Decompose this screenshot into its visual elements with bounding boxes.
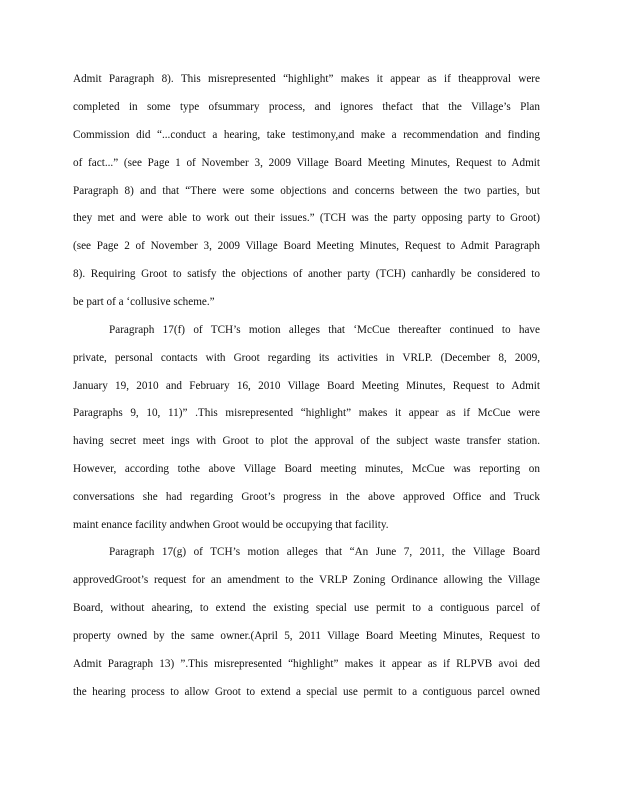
text-line: they met and were able to work out their issues.” (TCH was the party opposing party to Groot) <box>73 212 540 224</box>
text-line: be part of a ‘collusive scheme.” <box>73 296 215 308</box>
paragraph-first-line: Paragraph 17(g) of TCH’s motion alleges that “An June 7, 2011, the Village Board <box>109 546 540 558</box>
text-line: Commission did “...conduct a hearing, take testimony,and make a recommendation and finding <box>73 129 540 141</box>
text-line: Paragraphs 9, 10, 11)” .This misrepresented “highlight” makes it appear as if McCue were <box>73 407 540 419</box>
text-line: Paragraph 8) and that “There were some objections and concerns between the two parties, but <box>73 185 540 197</box>
text-line: Admit Paragraph 8). This misrepresented “highlight” makes it appear as if theapproval were <box>73 73 540 85</box>
text-line: of fact...” (see Page 1 of November 3, 2009 Village Board Meeting Minutes, Request to Admit <box>73 157 540 169</box>
text-line: having secret meet ings with Groot to plot the approval of the subject waste transfer station. <box>73 435 540 447</box>
paragraph-first-line: Paragraph 17(f) of TCH’s motion alleges that ‘McCue thereafter continued to have <box>109 324 540 336</box>
text-line: completed in some type ofsummary process, and ignores thefact that the Village’s Plan <box>73 101 540 113</box>
text-line: Admit Paragraph 13) ”.This misrepresented “highlight” makes it appear as if RLPVB avoi ded <box>73 658 540 670</box>
text-line: approvedGroot’s request for an amendment to the VRLP Zoning Ordinance allowing the Village <box>73 574 540 586</box>
text-line: Board, without ahearing, to extend the existing special use permit to a contiguous parcel of <box>73 602 540 614</box>
text-line: private, personal contacts with Groot regarding its activities in VRLP. (December 8, 2009, <box>73 352 540 364</box>
text-line: maint enance facility andwhen Groot would be occupying that facility. <box>73 519 389 531</box>
text-line: January 19, 2010 and February 16, 2010 Village Board Meeting Minutes, Request to Admit <box>73 380 540 392</box>
text-line: 8). Requiring Groot to satisfy the objections of another party (TCH) canhardly be considered to <box>73 268 540 280</box>
text-line: conversations she had regarding Groot’s progress in the above approved Office and Truck <box>73 491 540 503</box>
text-line: property owned by the same owner.(April 5, 2011 Village Board Meeting Minutes, Request to <box>73 630 540 642</box>
text-line: However, according tothe above Village Board meeting minutes, McCue was reporting on <box>73 463 540 475</box>
text-line: the hearing process to allow Groot to extend a special use permit to a contiguous parcel owned <box>73 686 540 698</box>
text-line: (see Page 2 of November 3, 2009 Village Board Meeting Minutes, Request to Admit Paragraph <box>73 240 540 252</box>
